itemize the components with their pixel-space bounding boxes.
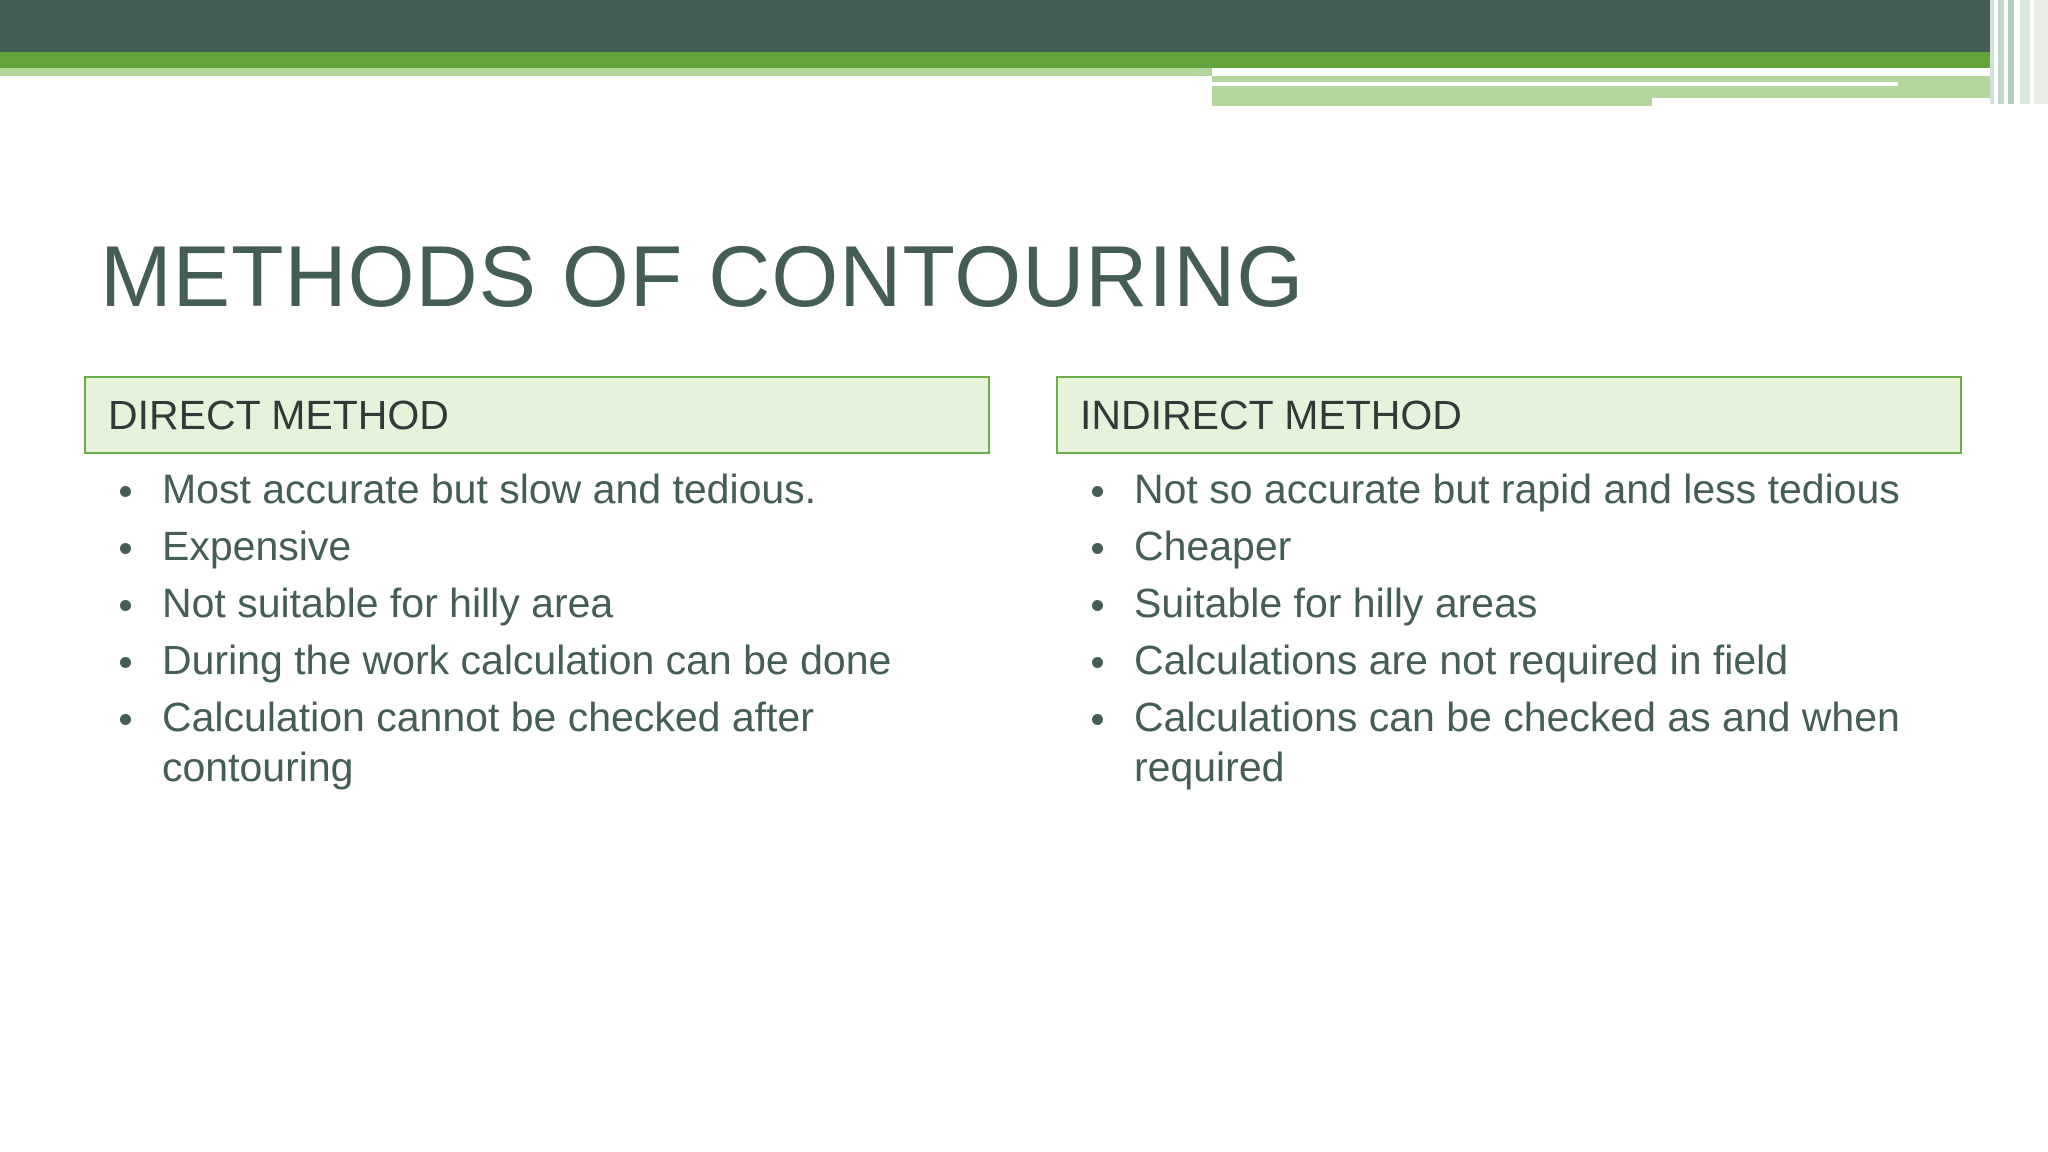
direct-method-heading: DIRECT METHOD: [84, 376, 990, 454]
bullet-icon: [1092, 714, 1103, 725]
list-item-text: Expensive: [162, 523, 352, 569]
list-item: [84, 464, 990, 514]
bullet-icon: [120, 714, 131, 725]
list-item: [1056, 464, 1962, 514]
bullet-icon: [120, 543, 131, 554]
header-band-dark: [0, 0, 2048, 52]
list-item-text: Cheaper: [1134, 523, 1292, 569]
list-item: [1056, 578, 1962, 628]
bullet-icon: [1092, 600, 1103, 611]
bullet-icon: [120, 486, 131, 497]
bullet-icon: [1092, 486, 1103, 497]
list-item-text: Not suitable for hilly area: [162, 580, 614, 626]
direct-method-list: [84, 464, 990, 792]
indirect-method-heading: INDIRECT METHOD: [1056, 376, 1962, 454]
header-band-stripes: [1990, 0, 2048, 104]
list-item: [84, 578, 990, 628]
list-item-text: Not so accurate but rapid and less tedious: [1134, 466, 1900, 512]
header-band-white-line-lower: [1652, 98, 1998, 106]
direct-method-column: [84, 376, 990, 799]
indirect-method-column: [1056, 376, 1962, 799]
slide-title: METHODS OF CONTOURING: [100, 229, 1305, 325]
list-item-text: Calculations are not required in field: [1134, 637, 1789, 683]
list-item: [1056, 635, 1962, 685]
list-item: [84, 635, 990, 685]
list-item-text: Suitable for hilly areas: [1134, 580, 1538, 626]
list-item: [1056, 521, 1962, 571]
list-item: [84, 521, 990, 571]
bullet-icon: [1092, 543, 1103, 554]
header-band-green: [0, 52, 2048, 68]
list-item-text: Calculation cannot be checked after contouring: [162, 694, 814, 790]
bullet-icon: [120, 657, 131, 668]
list-item: [84, 692, 990, 792]
header-band-white-line: [1212, 82, 1898, 86]
bullet-icon: [1092, 657, 1103, 668]
indirect-method-list: [1056, 464, 1962, 792]
bullet-icon: [120, 600, 131, 611]
list-item-text: Most accurate but slow and tedious.: [162, 466, 817, 512]
list-item-text: Calculations can be checked as and when required: [1134, 694, 1900, 790]
list-item: [1056, 692, 1962, 792]
header-band-light-left: [0, 68, 1212, 76]
list-item-text: During the work calculation can be done: [162, 637, 892, 683]
